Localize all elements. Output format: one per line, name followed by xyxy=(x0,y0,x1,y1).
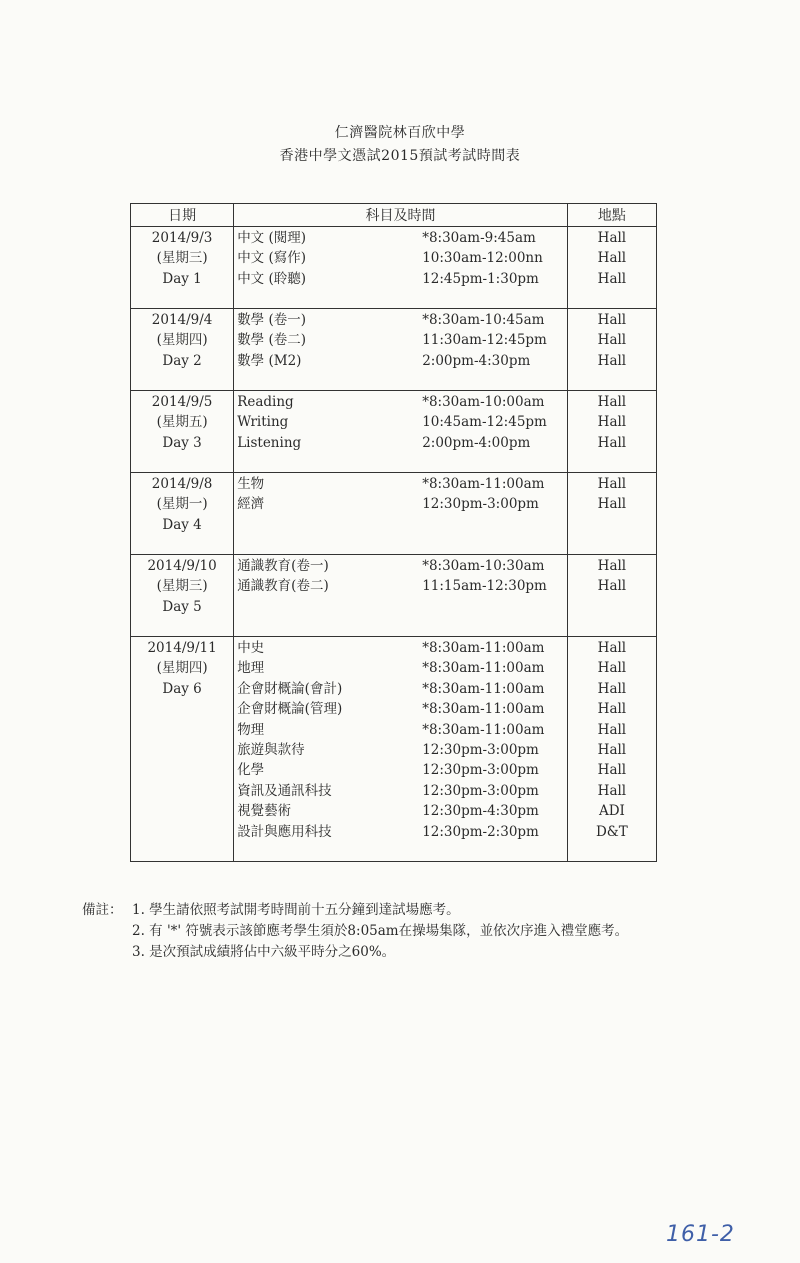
exam-subject: 中文 (寫作) xyxy=(237,250,307,267)
exam-time: 10:45am-12:45pm xyxy=(422,414,547,431)
exam-venue: Hall xyxy=(597,558,627,574)
exam-entry xyxy=(234,740,567,760)
exam-entry xyxy=(234,310,567,330)
date-date: 2014/9/10 xyxy=(147,558,217,574)
exam-entry xyxy=(234,679,567,699)
table-header-row xyxy=(131,204,657,227)
exam-entry xyxy=(234,576,567,596)
date-day: Day 2 xyxy=(162,352,202,369)
date-weekday: (星期四) xyxy=(156,332,208,349)
date-weekday: (星期三) xyxy=(156,250,208,267)
exam-entry xyxy=(234,433,567,453)
exam-entry xyxy=(234,248,567,268)
exam-entry xyxy=(234,760,567,780)
exam-time: *8:30am-10:30am xyxy=(422,558,545,574)
note-spacer xyxy=(82,921,132,942)
table-row xyxy=(131,555,657,637)
date-cell xyxy=(131,637,234,862)
header-subject-time: 科目及時間 xyxy=(234,204,568,227)
table-row xyxy=(131,227,657,309)
date-cell xyxy=(131,473,234,555)
date-day: Day 1 xyxy=(162,270,202,287)
exam-subject: 生物 xyxy=(237,476,265,492)
subject-time-cell xyxy=(234,391,568,473)
exam-entry xyxy=(234,351,567,371)
exam-subject: 視覺藝術 xyxy=(237,803,292,820)
exam-venue: Hall xyxy=(597,660,627,677)
note-spacer xyxy=(82,942,132,963)
exam-venue: Hall xyxy=(597,414,627,431)
exam-venue: Hall xyxy=(597,721,627,738)
table-row xyxy=(131,391,657,473)
date-date: 2014/9/3 xyxy=(151,230,213,246)
exam-venue: Hall xyxy=(597,270,627,287)
exam-time: 12:30pm-3:00pm xyxy=(422,741,539,758)
exam-entry xyxy=(234,556,567,576)
exam-time: *8:30am-11:00am xyxy=(422,680,545,697)
exam-subject: Writing xyxy=(237,414,289,431)
exam-subject: 數學 (卷一) xyxy=(237,312,307,328)
exam-entry xyxy=(234,720,567,740)
exam-subject: 物理 xyxy=(237,721,265,738)
exam-subject: 企會財概論(管理) xyxy=(237,701,343,718)
exam-subject: 企會財概論(會計) xyxy=(237,680,343,697)
table-row xyxy=(131,309,657,391)
header-venue: 地點 xyxy=(567,204,656,227)
note-text: 2. 有 '*' 符號表示該節應考學生須於8:05am在操場集隊，並依次序進入禮堂應考。 xyxy=(132,923,629,939)
exam-time: 12:30pm-3:00pm xyxy=(422,782,539,799)
exam-time: *8:30am-11:00am xyxy=(422,640,545,656)
exam-venue: Hall xyxy=(597,782,627,799)
date-day: Day 5 xyxy=(162,598,202,615)
exam-venue: Hall xyxy=(597,332,627,349)
exam-venue: D&T xyxy=(595,823,628,840)
handwritten-page-number: 161-2 xyxy=(666,1222,735,1247)
exam-subject: Reading xyxy=(237,394,294,410)
exam-venue: Hall xyxy=(597,741,627,758)
exam-time: *8:30am-10:00am xyxy=(422,394,545,410)
date-day: Day 6 xyxy=(162,680,202,697)
exam-time: 12:30pm-4:30pm xyxy=(422,803,539,820)
exam-time: *8:30am-9:45am xyxy=(422,230,536,246)
notes-label: 備註： xyxy=(82,902,123,918)
venue-cell xyxy=(567,227,656,309)
exam-time: 12:30pm-2:30pm xyxy=(422,823,539,840)
exam-time: *8:30am-11:00am xyxy=(422,701,545,718)
date-cell xyxy=(131,227,234,309)
note-text: 1. 學生請依照考試開考時間前十五分鐘到達試場應考。 xyxy=(132,902,460,918)
exam-schedule-table xyxy=(130,203,657,862)
date-weekday: (星期四) xyxy=(156,660,208,677)
date-date: 2014/9/4 xyxy=(151,312,213,328)
exam-subject: 中史 xyxy=(237,640,265,656)
exam-venue: Hall xyxy=(597,762,627,779)
date-cell xyxy=(131,391,234,473)
exam-time: 11:15am-12:30pm xyxy=(422,578,547,595)
exam-venue: Hall xyxy=(597,230,627,246)
exam-venue: Hall xyxy=(597,680,627,697)
exam-subject: 數學 (卷二) xyxy=(237,332,307,349)
date-cell xyxy=(131,309,234,391)
note-item xyxy=(82,900,628,921)
venue-cell xyxy=(567,309,656,391)
date-date: 2014/9/11 xyxy=(147,640,217,656)
subject-time-cell xyxy=(234,637,568,862)
exam-entry xyxy=(234,392,567,412)
exam-subject: 資訊及通訊科技 xyxy=(237,782,332,799)
exam-subject: 經濟 xyxy=(237,496,265,513)
exam-time: 12:30pm-3:00pm xyxy=(422,496,539,513)
note-text: 3. 是次預試成績將佔中六級平時分之60%。 xyxy=(132,944,396,960)
date-weekday: (星期一) xyxy=(156,496,208,513)
exam-venue: Hall xyxy=(597,701,627,718)
exam-venue: Hall xyxy=(597,394,627,410)
notes-section xyxy=(82,900,628,963)
note-item xyxy=(82,942,628,963)
date-weekday: (星期三) xyxy=(156,578,208,595)
exam-subject: 中文 (閱理) xyxy=(237,230,307,246)
exam-venue: Hall xyxy=(597,434,627,451)
table-row xyxy=(131,637,657,862)
exam-venue: Hall xyxy=(597,578,627,595)
header-date: 日期 xyxy=(131,204,234,227)
subject-time-cell xyxy=(234,473,568,555)
document-title: 香港中學文憑試2015預試考試時間表 xyxy=(279,148,521,164)
exam-subject: 通識教育(卷二) xyxy=(237,578,329,595)
venue-cell xyxy=(567,391,656,473)
table-body xyxy=(131,227,657,862)
exam-venue: ADI xyxy=(598,803,625,820)
subject-time-cell xyxy=(234,555,568,637)
exam-time: 12:30pm-3:00pm xyxy=(422,762,539,779)
table-row xyxy=(131,473,657,555)
exam-venue: Hall xyxy=(597,496,627,513)
exam-subject: 通識教育(卷一) xyxy=(237,558,329,574)
date-cell xyxy=(131,555,234,637)
note-item xyxy=(82,921,628,942)
exam-time: 12:45pm-1:30pm xyxy=(422,270,539,287)
exam-venue: Hall xyxy=(597,476,627,492)
exam-time: 11:30am-12:45pm xyxy=(422,332,547,349)
exam-subject: 旅遊與款待 xyxy=(237,741,305,758)
exam-entry xyxy=(234,699,567,719)
exam-entry xyxy=(234,781,567,801)
exam-subject: Listening xyxy=(237,434,302,451)
exam-entry xyxy=(234,494,567,514)
date-date: 2014/9/5 xyxy=(151,394,213,410)
exam-entry xyxy=(234,638,567,658)
subject-time-cell xyxy=(234,309,568,391)
exam-time: 10:30am-12:00nn xyxy=(422,250,543,267)
exam-venue: Hall xyxy=(597,352,627,369)
date-day: Day 3 xyxy=(162,434,202,451)
exam-time: 2:00pm-4:00pm xyxy=(422,434,531,451)
exam-entry xyxy=(234,330,567,350)
exam-entry xyxy=(234,474,567,494)
exam-entry xyxy=(234,658,567,678)
exam-entry xyxy=(234,228,567,248)
date-day: Day 4 xyxy=(162,516,202,533)
date-date: 2014/9/8 xyxy=(151,476,213,492)
exam-subject: 化學 xyxy=(237,762,265,779)
exam-subject: 數學 (M2) xyxy=(237,352,302,369)
date-weekday: (星期五) xyxy=(156,414,208,431)
subject-time-cell xyxy=(234,227,568,309)
exam-subject: 地理 xyxy=(237,660,265,677)
exam-time: *8:30am-10:45am xyxy=(422,312,545,328)
exam-entry xyxy=(234,822,567,842)
venue-cell xyxy=(567,637,656,862)
exam-venue: Hall xyxy=(597,250,627,267)
exam-venue: Hall xyxy=(597,312,627,328)
exam-time: *8:30am-11:00am xyxy=(422,476,545,492)
exam-venue: Hall xyxy=(597,640,627,656)
exam-time: *8:30am-11:00am xyxy=(422,660,545,677)
exam-entry xyxy=(234,801,567,821)
exam-subject: 設計與應用科技 xyxy=(237,823,332,840)
venue-cell xyxy=(567,555,656,637)
exam-time: *8:30am-11:00am xyxy=(422,721,545,738)
venue-cell xyxy=(567,473,656,555)
exam-time: 2:00pm-4:30pm xyxy=(422,352,531,369)
school-name: 仁濟醫院林百欣中學 xyxy=(334,125,466,141)
exam-subject: 中文 (聆聽) xyxy=(237,270,307,287)
exam-entry xyxy=(234,412,567,432)
exam-entry xyxy=(234,269,567,289)
